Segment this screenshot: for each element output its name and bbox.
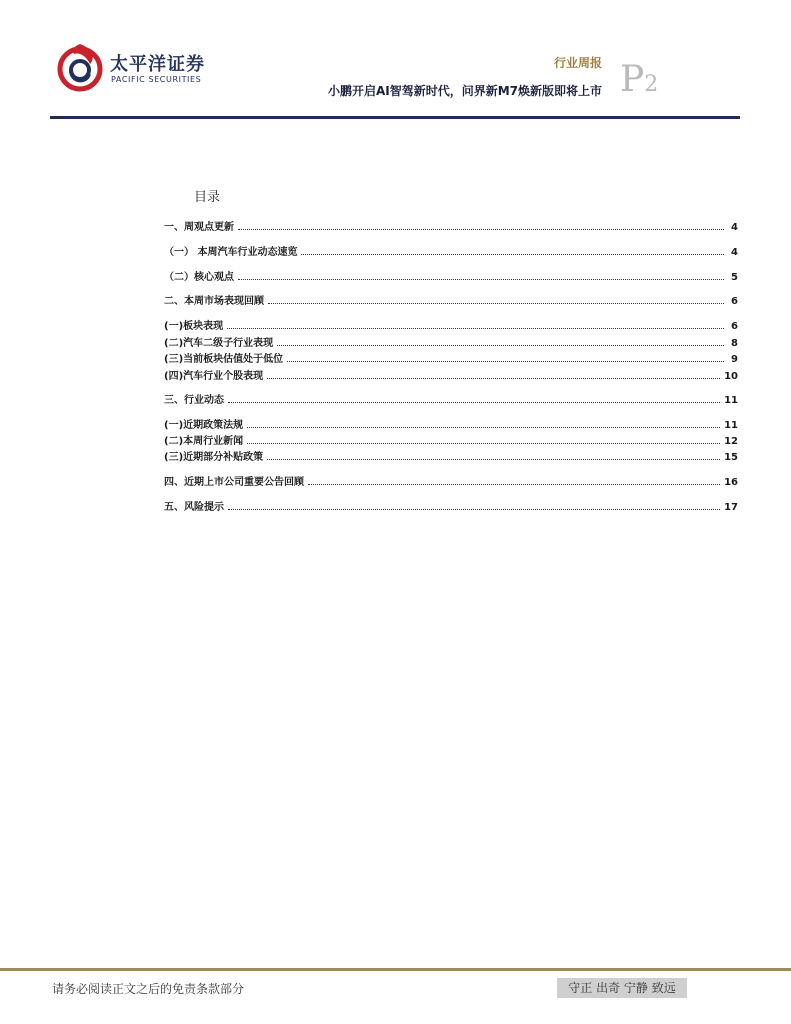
footer-slogan: 守正 出奇 宁静 致远 xyxy=(557,978,687,998)
toc-entry-page: 9 xyxy=(731,354,738,365)
toc-leader-dots xyxy=(247,426,720,428)
company-logo xyxy=(54,42,214,94)
page-digit: 2 xyxy=(644,72,659,97)
header-divider xyxy=(50,116,740,119)
toc-entry-label: (二)汽车二级子行业表现 xyxy=(164,338,274,349)
toc-leader-dots xyxy=(267,458,720,460)
toc-entry-page: 17 xyxy=(724,502,738,513)
toc-entry[interactable] xyxy=(164,366,738,382)
toc-entry-label: (一)近期政策法规 xyxy=(164,420,244,431)
page-letter: P xyxy=(620,59,645,100)
toc-entry-page: 4 xyxy=(731,222,738,233)
toc-entry[interactable] xyxy=(164,267,738,283)
toc-leader-dots xyxy=(308,483,720,485)
toc-leader-dots xyxy=(301,253,724,255)
toc-entry[interactable] xyxy=(164,390,738,406)
toc-entry[interactable] xyxy=(164,291,738,307)
toc-entry-label: (四)汽车行业个股表现 xyxy=(164,371,264,382)
toc-entry-page: 15 xyxy=(724,452,738,463)
toc-leader-dots xyxy=(287,360,724,362)
toc-entry-page: 10 xyxy=(724,371,738,382)
toc-leader-dots xyxy=(227,327,724,329)
toc-entry-label: (三)近期部分补贴政策 xyxy=(164,452,264,463)
toc-entry-label: (一)板块表现 xyxy=(164,321,224,332)
footer-disclaimer: 请务必阅读正文之后的免责条款部分 xyxy=(52,982,245,996)
toc-entry[interactable] xyxy=(164,447,738,463)
report-title: 小鹏开启AI智驾新时代，问界新M7焕新版即将上市 xyxy=(327,84,602,98)
toc-entry-label: 三、行业动态 xyxy=(164,395,224,406)
page-number xyxy=(620,59,659,103)
toc-entry-page: 16 xyxy=(724,477,738,488)
logo-english-name: PACIFIC SECURITIES xyxy=(111,75,202,84)
toc-entry[interactable] xyxy=(164,242,738,258)
toc-entry-label: （二）核心观点 xyxy=(164,272,234,283)
report-type: 行业周报 xyxy=(553,56,602,70)
toc-entry[interactable] xyxy=(164,333,738,349)
toc-entry-page: 11 xyxy=(724,395,738,406)
toc-entry-page: 8 xyxy=(731,338,738,349)
toc-leader-dots xyxy=(228,508,720,510)
toc-title: 目录 xyxy=(194,190,221,205)
toc-entry-label: (三)当前板块估值处于低位 xyxy=(164,354,284,365)
pacific-securities-logo-icon xyxy=(54,42,108,94)
toc-entry-label: （一） 本周汽车行业动态速览 xyxy=(164,247,298,258)
toc-leader-dots xyxy=(247,442,720,444)
toc-leader-dots xyxy=(268,302,724,304)
toc-entry-label: 五、风险提示 xyxy=(164,502,224,513)
toc-entry-label: 二、本周市场表现回顾 xyxy=(164,296,264,307)
toc-entry[interactable] xyxy=(164,497,738,513)
toc-entry-page: 5 xyxy=(731,272,738,283)
toc-entry[interactable] xyxy=(164,431,738,447)
toc-entry-label: 一、周观点更新 xyxy=(164,222,234,233)
toc-leader-dots xyxy=(277,344,724,346)
toc-entry[interactable] xyxy=(164,316,738,332)
footer-divider xyxy=(0,968,791,971)
toc-leader-dots xyxy=(238,278,724,280)
toc-entry[interactable] xyxy=(164,415,738,431)
toc-entry[interactable] xyxy=(164,349,738,365)
page-header xyxy=(0,0,791,120)
toc-entry-label: (二)本周行业新闻 xyxy=(164,436,244,447)
toc-leader-dots xyxy=(228,401,720,403)
toc-entry-label: 四、近期上市公司重要公告回顾 xyxy=(164,477,304,488)
toc-entry[interactable] xyxy=(164,472,738,488)
logo-chinese-name: 太平洋证券 xyxy=(110,54,205,75)
toc-entry-page: 6 xyxy=(731,321,738,332)
toc-leader-dots xyxy=(267,377,720,379)
toc-entry-page: 4 xyxy=(731,247,738,258)
toc-entry-page: 12 xyxy=(724,436,738,447)
toc-entry[interactable] xyxy=(164,217,738,233)
toc-entry-page: 11 xyxy=(724,420,738,431)
toc-leader-dots xyxy=(238,228,724,230)
toc-entry-page: 6 xyxy=(731,296,738,307)
